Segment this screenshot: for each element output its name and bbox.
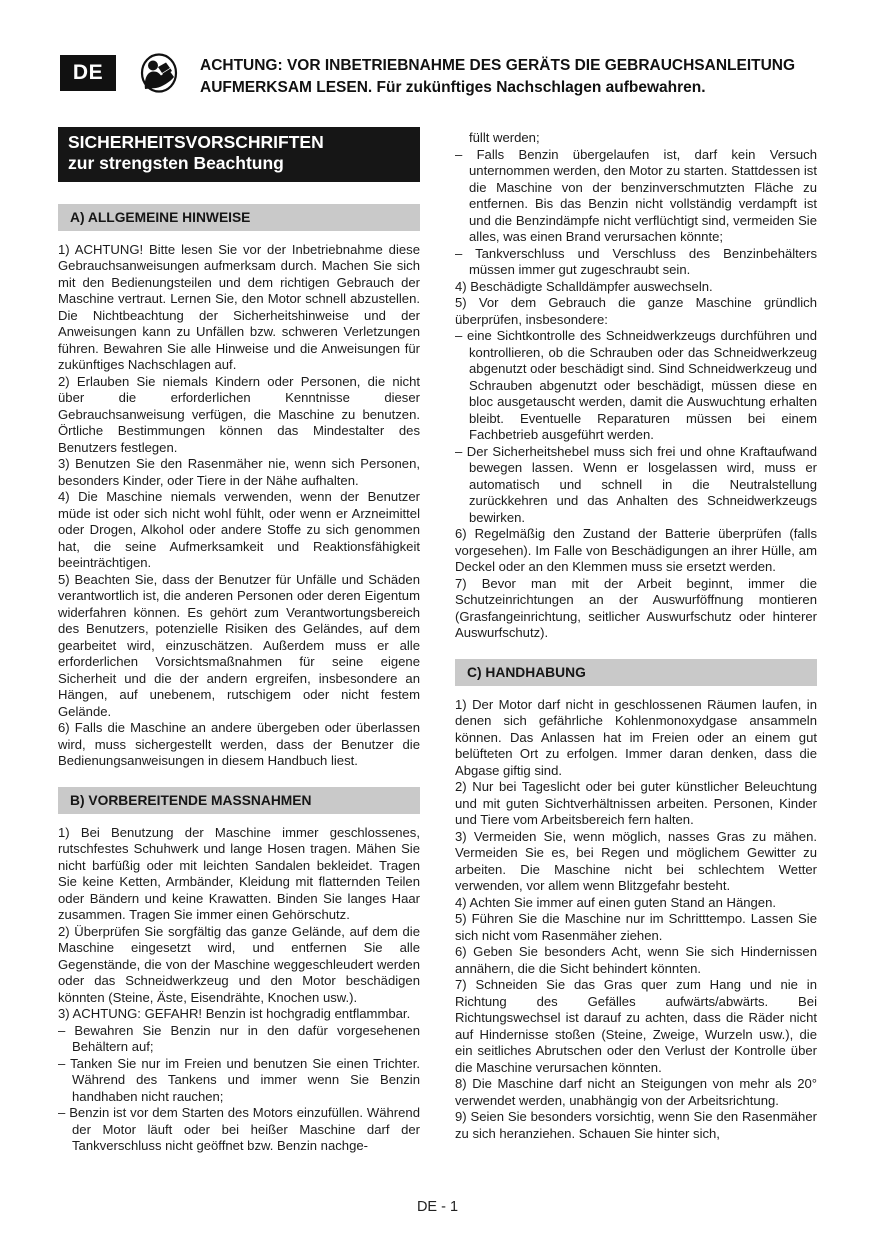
section-header: B) VORBEREITENDE MASSNAHMEN	[58, 787, 420, 814]
paragraph: 3) ACHTUNG: GEFAHR! Benzin ist hochgradig entflammbar.	[58, 1006, 411, 1022]
paragraph: 1) Der Motor darf nicht in geschlossenen Räumen laufen, in denen sich gefährliche Kohlenmonoxydgase ansammeln können. Das Anlassen hat im Freien oder an einem gut belüfteten Ort zu erfolgen. Immer daran denken, dass die Abgase giftig sind.	[455, 696, 817, 778]
paragraph: 7) Bevor man mit der Arbeit beginnt, immer die Schutzeinrichtungen an der Auswurföffnung montieren (Grasfangeinrichtung, seitlicher Auswurfschutz oder hinterer Auswurfschutz).	[455, 575, 817, 640]
paragraph: 4) Achten Sie immer auf einen guten Stand an Hängen.	[455, 894, 777, 910]
list-item: – Der Sicherheitshebel muss sich frei und ohne Kraftaufwand bewegen lassen. Wenn er losgelassen wird, muss er automatisch und schnell in die Neutralstellung zurückkehren und das Anhalten des Schneidwerkzeugs bewirken.	[455, 443, 817, 525]
safety-title-line1: SICHERHEITSVORSCHRIFTEN	[68, 132, 324, 152]
paragraph: 8) Die Maschine darf nicht an Steigungen von mehr als 20° verwendet werden, unabhängig von der Arbeitsrichtung.	[455, 1076, 817, 1108]
read-manual-icon	[136, 51, 182, 102]
paragraph: 6) Regelmäßig den Zustand der Batterie überprüfen (falls vorgesehen). Im Falle von Beschädigungen an ihrer Hülle, am Deckel oder an den Klemmen muss sie ersetzt werden.	[455, 526, 817, 574]
list-item: – Falls Benzin übergelaufen ist, darf kein Versuch unternommen werden, den Motor zu starten. Stattdessen ist die Maschine von der benzinverschmutzten Fläche zu entfernen. Bis das Benzin nicht vollständig verdampft ist und die Benzindämpfe nicht verflüchtigt sind, vermeiden Sie alles, was einen Brand verursachen könnte;	[455, 146, 817, 244]
paragraph: 2) Nur bei Tageslicht oder bei guter künstlicher Beleuchtung und mit guten Sichtverhältnissen arbeiten. Personen, Kinder und Tiere vom Arbeitsbereich fern halten.	[455, 779, 817, 827]
continuation-line: füllt werden;	[469, 130, 540, 145]
right-column	[455, 127, 817, 1155]
page-number: DE - 1	[416, 1199, 459, 1215]
section-header: A) ALLGEMEINE HINWEISE	[58, 204, 420, 231]
paragraph: 5) Vor dem Gebrauch die ganze Maschine gründlich überprüfen, insbesondere:	[455, 295, 817, 327]
paragraph: 3) Vermeiden Sie, wenn möglich, nasses Gras zu mähen. Vermeiden Sie es, bei Regen und möglichem Gewitter zu arbeiten. Die Maschine nicht bei schlechtem Wetter verwenden, vor allem wenn Blitzgefahr besteht.	[455, 828, 817, 893]
list-item: – Tanken Sie nur im Freien und benutzen Sie einen Trichter. Während des Tankens und immer wenn Sie Benzin handhaben nicht rauchen;	[58, 1055, 420, 1104]
paragraph: 4) Die Maschine niemals verwenden, wenn der Benutzer müde ist oder sich nicht wohl fühlt, oder wenn er Arzneimittel oder Drogen, Alkohol oder andere Stoffe zu sich genommen hat, die seine Aufmerksamkeit und Reaktionsfähigkeit beeinträchtigen.	[58, 489, 420, 571]
paragraph: 6) Falls die Maschine an andere übergeben oder überlassen wird, muss sichergestellt werden, dass der Benutzer die Bedienungsanweisungen in diesem Handbuch liest.	[58, 720, 420, 769]
paragraph: 5) Führen Sie die Maschine nur im Schritttempo. Lassen Sie sich nicht vom Rasenmäher ziehen.	[455, 911, 817, 943]
paragraph: 4) Beschädigte Schalldämpfer auswechseln.	[455, 278, 713, 294]
paragraph: 3) Benutzen Sie den Rasenmäher nie, wenn sich Personen, besonders Kinder, oder Tiere in der Nähe aufhalten.	[58, 456, 420, 488]
paragraph: 2) Erlauben Sie niemals Kindern oder Personen, die nicht über die erforderlichen Kenntnisse dieser Gebrauchsanweisung verfügen, die Maschine zu benutzen. Örtliche Bestimmungen können das Mindestalter des Benutzers festlegen.	[58, 373, 420, 455]
page-header	[60, 55, 820, 102]
paragraph: 9) Seien Sie besonders vorsichtig, wenn Sie den Rasenmäher zu sich heranziehen. Schauen Sie hinter sich,	[455, 1109, 817, 1141]
list-item: – eine Sichtkontrolle des Schneidwerkzeugs durchführen und kontrollieren, ob die Schrauben oder das Schneidwerkzeug abgenutzt oder beschädigt sind. Sind Schneidwerkzeug und Schrauben abgenutzt oder beschädigt, müssen diese en bloc ausgetauscht werden, damit die Auswuchtung erhalten bleibt. Eventuelle Reparaturen müssen bei einem Fachbetrieb ausgeführt werden.	[455, 328, 817, 442]
paragraph: 1) Bei Benutzung der Maschine immer geschlossenes, rutschfestes Schuhwerk und lange Hosen tragen. Mähen Sie nicht barfüßig oder mit leichten Sandalen bekleidet. Tragen Sie keine Ketten, Armbänder, Kleidung mit flatternden Teilen oder Bändern und keine Krawatten. Binden Sie langes Haar zusammen. Tragen Sie immer einen Gehörschutz.	[58, 824, 420, 923]
paragraph: 5) Beachten Sie, dass der Benutzer für Unfälle und Schäden verantwortlich ist, die anderen Personen oder deren Eigentum widerfahren können. Es gehört zum Verantwortungsbereich des Benutzers, potenzielle Risiken des Geländes, auf dem gearbeitet wird, einzuschätzen. Außerdem muss er alle erforderlichen Vorsichtsmaßnahmen für seine eigene Sicherheit und die der andern ergreifen, insbesondere an Hängen, auf unebenem, rutschigem oder nicht festem Gelände.	[58, 571, 420, 719]
left-column-blocks	[58, 204, 420, 1155]
list-item: – Benzin ist vor dem Starten des Motors einzufüllen. Während der Motor läuft oder bei heißer Maschine darf der Tankverschluss nicht geöffnet bzw. Benzin nachge-	[58, 1105, 420, 1154]
list-item: – Bewahren Sie Benzin nur in den dafür vorgesehenen Behältern auf;	[58, 1022, 420, 1055]
left-column	[58, 127, 420, 1155]
right-column-blocks	[455, 130, 817, 1142]
paragraph: 6) Geben Sie besonders Acht, wenn Sie sich Hindernissen annähern, die die Sicht behindert könnten.	[455, 944, 817, 976]
attention-notice: ACHTUNG: VOR INBETRIEBNAHME DES GERÄTS DIE GEBRAUCHSANLEITUNG AUFMERKSAM LESEN. Für zukünftiges Nachschlagen aufbewahren.	[200, 57, 796, 96]
language-badge: DE	[60, 55, 116, 91]
safety-title-line2: zur strengsten Beachtung	[68, 153, 284, 174]
content-columns	[58, 127, 817, 1155]
paragraph: 7) Schneiden Sie das Gras quer zum Hang und nie in Richtung des Gefälles aufwärts/abwärts. Bei Richtungswechsel ist darauf zu achten, dass die Räder nicht auf Hindernisse stoßen (Steine, Zweige, Wurzeln usw.), die ein seitliches Abrutschen oder den Verlust der Kontrolle über die Maschine verursachen könnten.	[455, 977, 817, 1075]
safety-title-box	[58, 127, 420, 182]
paragraph: 1) ACHTUNG! Bitte lesen Sie vor der Inbetriebnahme diese Gebrauchsanweisungen aufmerksam durch. Machen Sie sich mit den Bedienungsteilen und dem richtigen Gebrauch der Maschine vertraut. Lernen Sie, den Motor schnell abzustellen. Die Nichtbeachtung der Sicherheitshinweise und der Anweisungen kann zu Unfällen bzw. schweren Verletzungen führen. Bewahren Sie alle Hinweise und die Anweisungen für zukünftiges Nachschlagen auf.	[58, 241, 420, 373]
section-header: C) HANDHABUNG	[455, 659, 817, 686]
list-item: – Tankverschluss und Verschluss des Benzinbehälters müssen immer gut zugeschraubt sein.	[455, 245, 817, 277]
paragraph: 2) Überprüfen Sie sorgfältig das ganze Gelände, auf dem die Maschine eingesetzt wird, und entfernen Sie alle Gegenstände, die von der Maschine weggeschleudert werden oder das Schneidwerkzeug und den Motor beschädigen könnten (Steine, Äste, Eisendrähte, Knochen usw.).	[58, 923, 420, 1005]
